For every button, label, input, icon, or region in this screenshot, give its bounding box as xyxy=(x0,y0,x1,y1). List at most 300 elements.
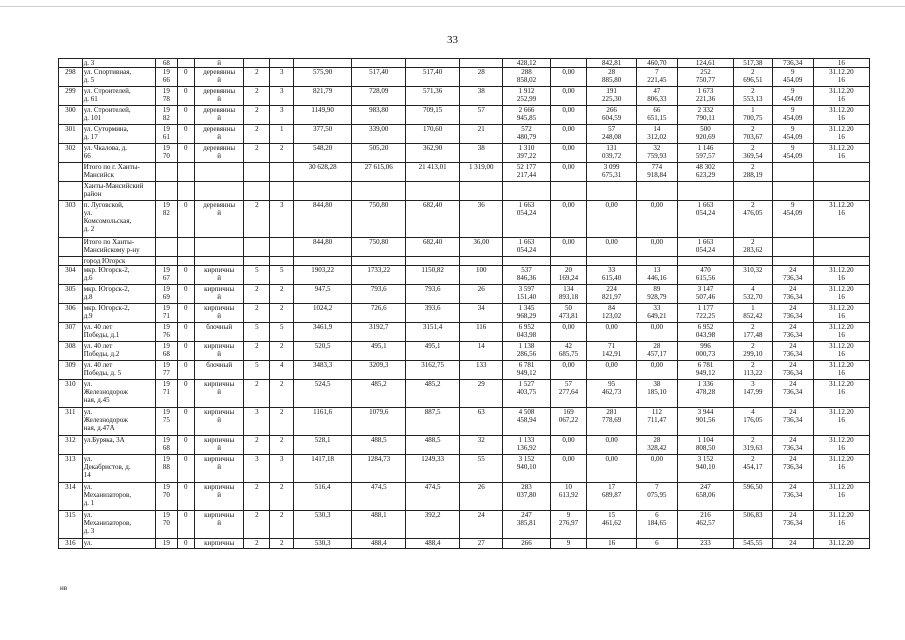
table-cell: 304 xyxy=(59,266,83,285)
table-cell: кирпичны й xyxy=(194,380,244,408)
table-cell xyxy=(733,257,772,266)
table-cell: 19 61 xyxy=(156,125,178,144)
table-cell: Итого по г. Ханты- Мансийск xyxy=(82,163,155,182)
table-cell: 310,32 xyxy=(733,266,772,285)
table-cell: 31.12.20 16 xyxy=(813,106,869,125)
table-cell: 488,1 xyxy=(352,511,406,539)
table-cell: ул. 40 лет Победы, д.1 xyxy=(82,323,155,342)
table-cell: 19 xyxy=(156,539,178,549)
table-cell: 24 736,34 xyxy=(772,323,813,342)
table-cell: 392,2 xyxy=(406,511,460,539)
table-cell: 5 xyxy=(270,323,294,342)
table-cell: 0 xyxy=(177,539,194,549)
table-cell: 2 xyxy=(270,342,294,361)
table-cell: 2 454,17 xyxy=(733,455,772,483)
table-cell: 31.12.20 16 xyxy=(813,511,869,539)
table-cell xyxy=(59,182,83,201)
table-cell: 31.12.20 16 xyxy=(813,455,869,483)
table-cell: 28 885,80 xyxy=(587,68,637,87)
table-cell: 1 146 597,57 xyxy=(677,144,733,163)
table-cell: 2 xyxy=(244,304,270,323)
table-cell: 528,1 xyxy=(294,436,352,455)
table-cell: 3483,3 xyxy=(294,361,352,380)
table-cell: 844,80 xyxy=(294,238,352,257)
table-cell: 0,00 xyxy=(550,125,587,144)
table-cell: 0,00 xyxy=(587,238,637,257)
table-cell: 63 xyxy=(460,408,503,436)
table-cell: 19 78 xyxy=(156,87,178,106)
table-cell: п. Луговской, ул. Комсомольская, д. 2 xyxy=(82,201,155,238)
table-cell: 506,83 xyxy=(733,511,772,539)
table-cell: ул. Декабристов, д. 14 xyxy=(82,455,155,483)
table-cell: 774 918,84 xyxy=(636,163,677,182)
table-cell: 24 736,34 xyxy=(772,285,813,304)
table-cell: 19 88 xyxy=(156,455,178,483)
table-cell: 3 xyxy=(270,87,294,106)
table-cell xyxy=(772,257,813,266)
table-row xyxy=(59,59,870,68)
table-cell: 24 736,34 xyxy=(772,408,813,436)
table-cell: 134 893,18 xyxy=(550,285,587,304)
table-cell: 3461,9 xyxy=(294,323,352,342)
table-cell: 0 xyxy=(177,323,194,342)
table-cell: 252 750,77 xyxy=(677,68,733,87)
table-cell: 1 663 054,24 xyxy=(503,238,550,257)
table-cell: 281 778,69 xyxy=(587,408,637,436)
table-cell: 2 332 790,11 xyxy=(677,106,733,125)
table-row xyxy=(59,304,870,323)
table-cell: 709,15 xyxy=(406,106,460,125)
table-cell xyxy=(677,257,733,266)
table-cell: кирпичны й xyxy=(194,483,244,511)
table-cell: 57 248,08 xyxy=(587,125,637,144)
table-row xyxy=(59,87,870,106)
table-cell: 1024,2 xyxy=(294,304,352,323)
table-cell: 14 312,02 xyxy=(636,125,677,144)
table-cell: 308 xyxy=(59,342,83,361)
table-cell: 2 288,19 xyxy=(733,163,772,182)
table-cell: 6 184,65 xyxy=(636,511,677,539)
table-cell: 24 736,34 xyxy=(772,380,813,408)
table-cell xyxy=(156,238,178,257)
table-cell: 20 169,24 xyxy=(550,266,587,285)
table-cell: блочный xyxy=(194,361,244,380)
table-cell: 996 000,73 xyxy=(677,342,733,361)
table-cell xyxy=(194,163,244,182)
scan-edge-line xyxy=(0,6,905,7)
table-cell: ул.Буряка, 3А xyxy=(82,436,155,455)
table-cell: 57 277,64 xyxy=(550,380,587,408)
table-cell: 89 928,79 xyxy=(636,285,677,304)
table-cell: 24 xyxy=(460,511,503,539)
table-cell: 2 xyxy=(270,304,294,323)
table-cell: 0,00 xyxy=(550,106,587,125)
table-cell: блочный xyxy=(194,323,244,342)
table-cell: 495,1 xyxy=(352,342,406,361)
table-cell: 0,00 xyxy=(636,201,677,238)
table-cell: 0 xyxy=(177,436,194,455)
table-cell: 1 138 286,56 xyxy=(503,342,550,361)
table-cell: кирпичны й xyxy=(194,304,244,323)
table-cell: 9 454,09 xyxy=(772,106,813,125)
table-cell xyxy=(244,238,270,257)
table-cell xyxy=(636,182,677,201)
table-cell: 31.12.20 16 xyxy=(813,380,869,408)
table-cell: 9 xyxy=(550,539,587,549)
table-cell: 36,00 xyxy=(460,238,503,257)
table-cell: 726,6 xyxy=(352,304,406,323)
table-cell: 2 xyxy=(270,483,294,511)
table-cell: 517,40 xyxy=(406,68,460,87)
table-cell: 0,00 xyxy=(550,163,587,182)
table-cell: 0,00 xyxy=(587,323,637,342)
table-cell: 0 xyxy=(177,455,194,483)
table-cell: 0,00 xyxy=(587,455,637,483)
table-cell: 1 527 403,75 xyxy=(503,380,550,408)
table-cell: 26 xyxy=(460,285,503,304)
table-cell: 9 454,09 xyxy=(772,125,813,144)
table-cell xyxy=(294,182,352,201)
table-cell: 0,00 xyxy=(550,361,587,380)
table-cell: 575,90 xyxy=(294,68,352,87)
table-cell: 33 615,40 xyxy=(587,266,637,285)
table-cell xyxy=(813,163,869,182)
table-cell: 0 xyxy=(177,201,194,238)
table-row xyxy=(59,455,870,483)
table-cell: 793,6 xyxy=(352,285,406,304)
table-cell: 30 628,28 xyxy=(294,163,352,182)
table-cell: 16 xyxy=(813,59,869,68)
table-cell: 488,4 xyxy=(406,539,460,549)
table-cell xyxy=(636,257,677,266)
table-cell: 460,70 xyxy=(636,59,677,68)
table-cell: 1 336 478,28 xyxy=(677,380,733,408)
table-cell: ул. Железнодорож ная, д.45 xyxy=(82,380,155,408)
table-cell: 2 xyxy=(244,436,270,455)
table-cell: 131 039,72 xyxy=(587,144,637,163)
table-cell: 95 462,73 xyxy=(587,380,637,408)
table-cell xyxy=(59,163,83,182)
table-cell: кирпичны й xyxy=(194,436,244,455)
table-cell: 2 xyxy=(244,68,270,87)
table-cell xyxy=(177,238,194,257)
table-cell: 302 xyxy=(59,144,83,163)
table-cell: 0,00 xyxy=(636,238,677,257)
table-cell: 1249,33 xyxy=(406,455,460,483)
table-row xyxy=(59,182,870,201)
table-cell xyxy=(270,182,294,201)
table-cell xyxy=(59,59,83,68)
table-cell: 537 846,36 xyxy=(503,266,550,285)
table-cell: 2 xyxy=(244,342,270,361)
table-cell: 2 299,10 xyxy=(733,342,772,361)
table-cell: 300 xyxy=(59,106,83,125)
table-row xyxy=(59,380,870,408)
table-cell: 0 xyxy=(177,408,194,436)
table-cell: 3 xyxy=(270,201,294,238)
table-cell: 28 457,17 xyxy=(636,342,677,361)
table-row xyxy=(59,361,870,380)
table-cell: 24 xyxy=(772,539,813,549)
table-cell: 310 xyxy=(59,380,83,408)
table-cell: 19 68 xyxy=(156,436,178,455)
table-cell: 1 663 054,24 xyxy=(677,238,733,257)
table-cell: 1 700,75 xyxy=(733,106,772,125)
table-cell: 0 xyxy=(177,144,194,163)
table-cell: 520,5 xyxy=(294,342,352,361)
table-cell: 10 613,92 xyxy=(550,483,587,511)
table-cell: 191 225,30 xyxy=(587,87,637,106)
table-cell: 233 xyxy=(677,539,733,549)
table-cell: 288 858,02 xyxy=(503,68,550,87)
table-cell: 266 xyxy=(503,539,550,549)
table-cell: 1149,90 xyxy=(294,106,352,125)
table-cell: 750,80 xyxy=(352,238,406,257)
table-cell: 31.12.20 16 xyxy=(813,342,869,361)
table-cell: 2 xyxy=(270,408,294,436)
table-cell: 4 508 458,94 xyxy=(503,408,550,436)
table-cell: 4 xyxy=(270,361,294,380)
table-cell: 9 454,09 xyxy=(772,87,813,106)
table-cell xyxy=(406,182,460,201)
table-cell: 19 71 xyxy=(156,380,178,408)
table-cell: 0,00 xyxy=(550,455,587,483)
table-cell: 2 703,67 xyxy=(733,125,772,144)
table-cell xyxy=(813,182,869,201)
table-cell: 983,80 xyxy=(352,106,406,125)
table-cell xyxy=(270,238,294,257)
table-cell: 516,4 xyxy=(294,483,352,511)
table-cell: 2 xyxy=(244,201,270,238)
table-cell: 133 xyxy=(460,361,503,380)
table-cell: 474,5 xyxy=(352,483,406,511)
table-cell: 19 75 xyxy=(156,408,178,436)
table-cell: 1 xyxy=(270,125,294,144)
table-cell: 84 123,02 xyxy=(587,304,637,323)
table-cell: 305 xyxy=(59,285,83,304)
table-cell: 2 xyxy=(270,285,294,304)
table-cell: 5 xyxy=(244,361,270,380)
table-cell: 6 xyxy=(636,539,677,549)
table-cell: 0 xyxy=(177,125,194,144)
table-cell xyxy=(244,257,270,266)
table-cell: 2 xyxy=(244,144,270,163)
table-cell: Итого по Ханты- Мансийскому р-ну xyxy=(82,238,155,257)
table-cell: 887,5 xyxy=(406,408,460,436)
table-cell: 1 912 252,99 xyxy=(503,87,550,106)
table-cell: 2 xyxy=(244,125,270,144)
table-cell: 9 454,09 xyxy=(772,144,813,163)
table-cell: 19 69 xyxy=(156,285,178,304)
table-cell: 16 xyxy=(587,539,637,549)
table-cell: 24 736,34 xyxy=(772,361,813,380)
table-cell: 28 xyxy=(460,68,503,87)
table-cell: кирпичны й xyxy=(194,408,244,436)
table-cell: 2 xyxy=(244,87,270,106)
table-cell: 19 70 xyxy=(156,483,178,511)
table-cell xyxy=(550,59,587,68)
table-cell: ул. 40 лет Победы, д. 5 xyxy=(82,361,155,380)
table-cell: 247 385,81 xyxy=(503,511,550,539)
table-cell: 31.12.20 16 xyxy=(813,483,869,511)
table-cell: 32 xyxy=(460,436,503,455)
table-cell xyxy=(194,182,244,201)
table-cell: 27 xyxy=(460,539,503,549)
table-cell: 736,34 xyxy=(772,59,813,68)
table-cell: 0,00 xyxy=(587,436,637,455)
table-cell: 19 68 xyxy=(156,342,178,361)
table-cell: 24 736,34 xyxy=(772,455,813,483)
table-cell: д. 3 xyxy=(82,59,155,68)
table-cell: 495,1 xyxy=(406,342,460,361)
table-cell xyxy=(352,182,406,201)
table-cell: 3 xyxy=(270,106,294,125)
table-cell: 3 xyxy=(244,408,270,436)
table-cell: 6 952 043,98 xyxy=(677,323,733,342)
table-cell: 31.12.20 16 xyxy=(813,436,869,455)
table-cell: 1 319,00 xyxy=(460,163,503,182)
table-cell: 505,20 xyxy=(352,144,406,163)
table-row xyxy=(59,342,870,361)
table-cell: 283 037,80 xyxy=(503,483,550,511)
table-cell: ул. Спортивная, д. 5 xyxy=(82,68,155,87)
table-cell: 517,40 xyxy=(352,68,406,87)
table-cell: 1903,22 xyxy=(294,266,352,285)
table-cell xyxy=(244,59,270,68)
table-cell: 0,00 xyxy=(636,323,677,342)
table-row xyxy=(59,285,870,304)
table-row xyxy=(59,68,870,87)
table-cell: 34 xyxy=(460,304,503,323)
table-cell: 517,38 xyxy=(733,59,772,68)
table-cell xyxy=(244,182,270,201)
table-cell: 0 xyxy=(177,304,194,323)
table-cell xyxy=(177,182,194,201)
table-cell: 28 328,42 xyxy=(636,436,677,455)
table-cell: 9 276,97 xyxy=(550,511,587,539)
table-row xyxy=(59,408,870,436)
table-cell: 2 xyxy=(244,511,270,539)
table-cell: 3209,3 xyxy=(352,361,406,380)
table-cell xyxy=(294,59,352,68)
table-cell: 474,5 xyxy=(406,483,460,511)
table-cell: 3162,75 xyxy=(406,361,460,380)
table-cell: 1 852,42 xyxy=(733,304,772,323)
table-cell xyxy=(460,257,503,266)
table-cell: 3192,7 xyxy=(352,323,406,342)
table-cell: 548,20 xyxy=(294,144,352,163)
table-cell: 2 xyxy=(244,483,270,511)
table-cell: 3 597 151,40 xyxy=(503,285,550,304)
table-cell: 545,55 xyxy=(733,539,772,549)
table-cell: 31.12.20 16 xyxy=(813,87,869,106)
table-cell xyxy=(772,182,813,201)
table-cell: 29 xyxy=(460,380,503,408)
table-cell: 31.12.20 16 xyxy=(813,201,869,238)
table-row xyxy=(59,511,870,539)
table-cell: 0 xyxy=(177,106,194,125)
table-cell: 1 345 968,29 xyxy=(503,304,550,323)
table-cell: 14 xyxy=(460,342,503,361)
table-cell: 313 xyxy=(59,455,83,483)
table-cell: 32 759,93 xyxy=(636,144,677,163)
table-cell: 3 xyxy=(270,455,294,483)
table-cell: 530,3 xyxy=(294,511,352,539)
table-cell: 1 673 221,36 xyxy=(677,87,733,106)
table-cell xyxy=(733,182,772,201)
table-cell: 2 xyxy=(244,106,270,125)
table-cell xyxy=(503,257,550,266)
table-cell: 24 736,34 xyxy=(772,436,813,455)
table-cell: 247 658,06 xyxy=(677,483,733,511)
table-row xyxy=(59,106,870,125)
table-cell: 682,40 xyxy=(406,201,460,238)
table-cell: 26 xyxy=(460,483,503,511)
table-cell: 5 xyxy=(244,323,270,342)
table-cell: 2 xyxy=(270,436,294,455)
table-row xyxy=(59,125,870,144)
table-cell: 13 446,16 xyxy=(636,266,677,285)
table-cell: 21 413,01 xyxy=(406,163,460,182)
table-cell: 1733,22 xyxy=(352,266,406,285)
table-cell: 224 821,97 xyxy=(587,285,637,304)
table-cell: 3 xyxy=(270,68,294,87)
table-cell: 38 185,10 xyxy=(636,380,677,408)
table-cell: 842,81 xyxy=(587,59,637,68)
table-cell: 19 76 xyxy=(156,323,178,342)
table-cell: 21 xyxy=(460,125,503,144)
table-cell xyxy=(294,257,352,266)
table-cell: 947,5 xyxy=(294,285,352,304)
table-row xyxy=(59,266,870,285)
table-cell: 0 xyxy=(177,483,194,511)
table-row xyxy=(59,483,870,511)
table-cell: 71 142,91 xyxy=(587,342,637,361)
table-cell: 530,3 xyxy=(294,539,352,549)
table-cell: 1 104 808,50 xyxy=(677,436,733,455)
table-cell xyxy=(460,182,503,201)
table-cell: 488,4 xyxy=(352,539,406,549)
table-cell xyxy=(177,257,194,266)
table-cell xyxy=(59,238,83,257)
table-cell: 2 xyxy=(270,539,294,549)
table-cell: 2 476,05 xyxy=(733,201,772,238)
table-cell: 0,00 xyxy=(636,361,677,380)
table-cell: 27 615,06 xyxy=(352,163,406,182)
table-cell: 500 920,69 xyxy=(677,125,733,144)
table-row xyxy=(59,163,870,182)
table-cell: деревянны й xyxy=(194,125,244,144)
table-row xyxy=(59,257,870,266)
table-cell: 2 369,54 xyxy=(733,144,772,163)
table-cell: 19 71 xyxy=(156,304,178,323)
table-cell: 316 xyxy=(59,539,83,549)
table-cell xyxy=(352,257,406,266)
table-cell: 596,50 xyxy=(733,483,772,511)
table-cell: 2 113,22 xyxy=(733,361,772,380)
table-cell: 31.12.20 16 xyxy=(813,68,869,87)
table-cell: 0,00 xyxy=(636,455,677,483)
table-cell: 124,61 xyxy=(677,59,733,68)
table-cell: 100 xyxy=(460,266,503,285)
table-cell: ул. 40 лет Победы, д.2 xyxy=(82,342,155,361)
table-cell: ул. Чкалова, д. 66 xyxy=(82,144,155,163)
table-cell: 42 685,75 xyxy=(550,342,587,361)
table-cell: 5 xyxy=(244,266,270,285)
table-cell: 6 952 043,98 xyxy=(503,323,550,342)
table-cell: 7 221,45 xyxy=(636,68,677,87)
table-cell: 311 xyxy=(59,408,83,436)
